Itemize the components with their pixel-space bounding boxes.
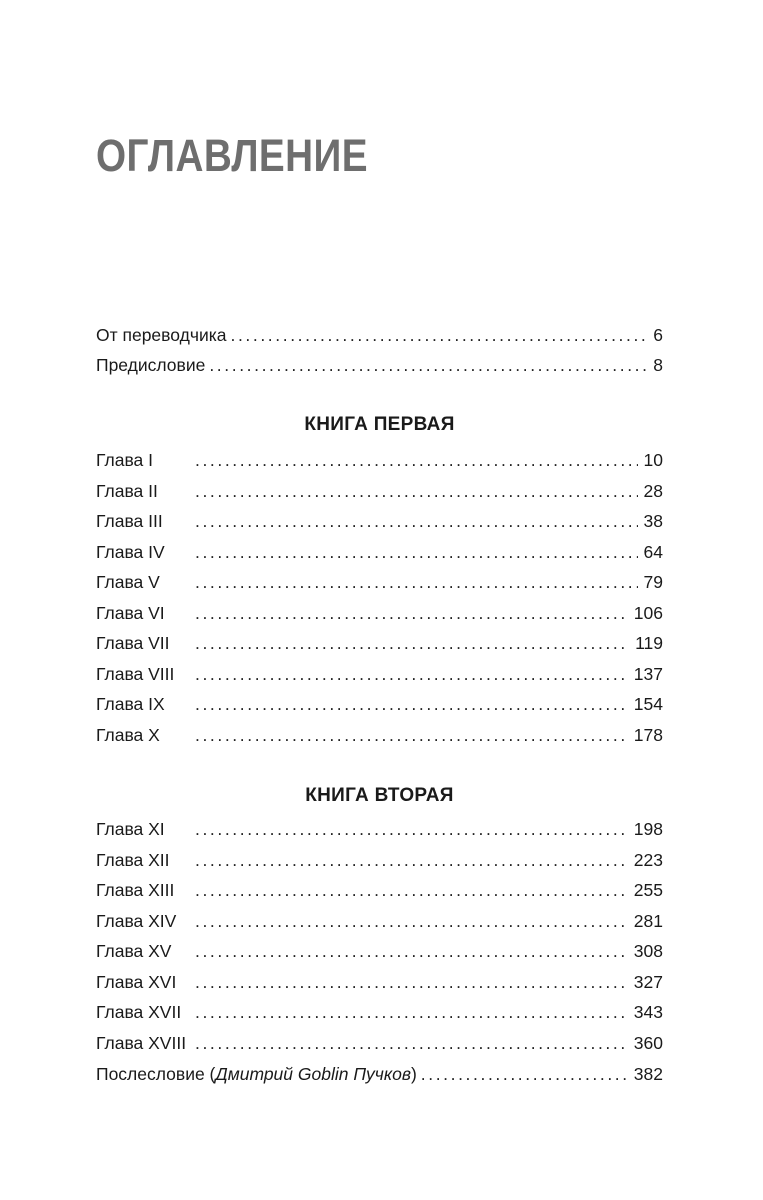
section-heading-book-one: КНИГА ПЕРВАЯ xyxy=(304,414,455,435)
entry-page: 28 xyxy=(643,480,663,501)
toc-entry-chapter[interactable] xyxy=(96,817,663,841)
entry-page: 223 xyxy=(633,849,663,870)
leader-dots xyxy=(195,540,638,564)
entry-label: Глава I xyxy=(96,450,153,470)
entry-page: 343 xyxy=(633,1002,663,1022)
leader-dots xyxy=(195,631,629,655)
toc-entry-chapter[interactable] xyxy=(96,509,663,533)
toc-entry-chapter[interactable] xyxy=(96,1031,663,1055)
entry-label: Глава IV xyxy=(96,541,165,562)
leader-dots xyxy=(195,848,628,872)
toc-entry-chapter[interactable] xyxy=(96,970,663,994)
leader-dots xyxy=(195,878,628,902)
entry-label: Глава XVI xyxy=(96,971,177,992)
entry-label: Глава V xyxy=(96,572,160,592)
entry-page: 308 xyxy=(633,941,663,961)
entry-label: Глава XIV xyxy=(96,910,177,931)
toc-entry-afterword[interactable] xyxy=(96,1062,663,1086)
leader-dots xyxy=(195,662,628,686)
toc-entry-chapter[interactable] xyxy=(96,878,663,902)
leader-dots xyxy=(195,817,628,841)
toc-entry-chapter[interactable] xyxy=(96,692,663,716)
leader-dots xyxy=(195,448,638,472)
entry-page: 38 xyxy=(643,511,663,531)
toc-entry-chapter[interactable] xyxy=(96,601,663,625)
entry-page: 327 xyxy=(633,971,663,992)
entry-label: Глава X xyxy=(96,724,160,745)
leader-dots xyxy=(195,909,628,933)
entry-label xyxy=(96,1062,417,1086)
entry-label: Глава XVII xyxy=(96,1002,182,1022)
entry-label: Глава III xyxy=(96,511,163,531)
afterword-author: Дмитрий Goblin Пучков xyxy=(215,1064,411,1084)
entry-page: 106 xyxy=(633,602,663,623)
entry-page: 255 xyxy=(633,880,663,900)
entry-page: 79 xyxy=(643,572,663,592)
afterword-label-start: Послесловие ( xyxy=(96,1064,216,1084)
entry-page: 382 xyxy=(633,1064,663,1084)
entry-label: Глава XIII xyxy=(96,880,175,900)
toc-entry-chapter[interactable] xyxy=(96,723,663,747)
leader-dots xyxy=(421,1062,628,1086)
entry-page: 8 xyxy=(653,355,663,375)
page-title: ОГЛАВЛЕНИЕ xyxy=(96,130,369,181)
leader-dots xyxy=(231,323,648,347)
entry-label: Глава VII xyxy=(96,633,170,653)
toc-entry-translator-note[interactable] xyxy=(96,323,663,347)
leader-dots xyxy=(195,939,628,963)
toc-entry-chapter[interactable] xyxy=(96,631,663,655)
toc-entry-chapter[interactable] xyxy=(96,540,663,564)
toc-entry-chapter[interactable] xyxy=(96,1000,663,1024)
entry-page: 281 xyxy=(633,910,663,931)
leader-dots xyxy=(195,1000,628,1024)
entry-label: Глава XII xyxy=(96,849,170,870)
leader-dots xyxy=(195,723,628,747)
entry-label: Предисловие xyxy=(96,355,206,375)
entry-label: Глава XI xyxy=(96,819,165,839)
toc-entry-chapter[interactable] xyxy=(96,570,663,594)
toc-entry-chapter[interactable] xyxy=(96,448,663,472)
toc-entry-preface[interactable] xyxy=(96,353,663,377)
entry-page: 360 xyxy=(633,1032,663,1053)
entry-page: 178 xyxy=(633,724,663,745)
entry-label: Глава IX xyxy=(96,694,165,714)
leader-dots xyxy=(195,479,638,503)
entry-page: 154 xyxy=(633,694,663,714)
toc-entry-chapter[interactable] xyxy=(96,848,663,872)
entry-label: Глава VI xyxy=(96,602,165,623)
toc-entry-chapter[interactable] xyxy=(96,909,663,933)
entry-label: От переводчика xyxy=(96,325,227,345)
entry-page: 119 xyxy=(635,633,663,653)
leader-dots xyxy=(209,353,647,377)
leader-dots xyxy=(195,509,638,533)
entry-page: 137 xyxy=(633,663,663,684)
entry-page: 10 xyxy=(643,450,663,470)
entry-page: 198 xyxy=(633,819,663,839)
section-heading-book-two: КНИГА ВТОРАЯ xyxy=(305,785,454,806)
leader-dots xyxy=(195,1031,628,1055)
toc-entry-chapter[interactable] xyxy=(96,479,663,503)
leader-dots xyxy=(195,692,628,716)
entry-label: Глава II xyxy=(96,480,158,501)
leader-dots xyxy=(195,570,638,594)
entry-label: Глава XV xyxy=(96,941,172,961)
afterword-label-end: ) xyxy=(410,1064,417,1084)
toc-entry-chapter[interactable] xyxy=(96,662,663,686)
entry-page: 64 xyxy=(643,541,663,562)
leader-dots xyxy=(195,970,628,994)
entry-page: 6 xyxy=(653,325,663,345)
entry-label: Глава VIII xyxy=(96,663,175,684)
toc-entry-chapter[interactable] xyxy=(96,939,663,963)
entry-label: Глава XVIII xyxy=(96,1032,187,1053)
leader-dots xyxy=(195,601,628,625)
